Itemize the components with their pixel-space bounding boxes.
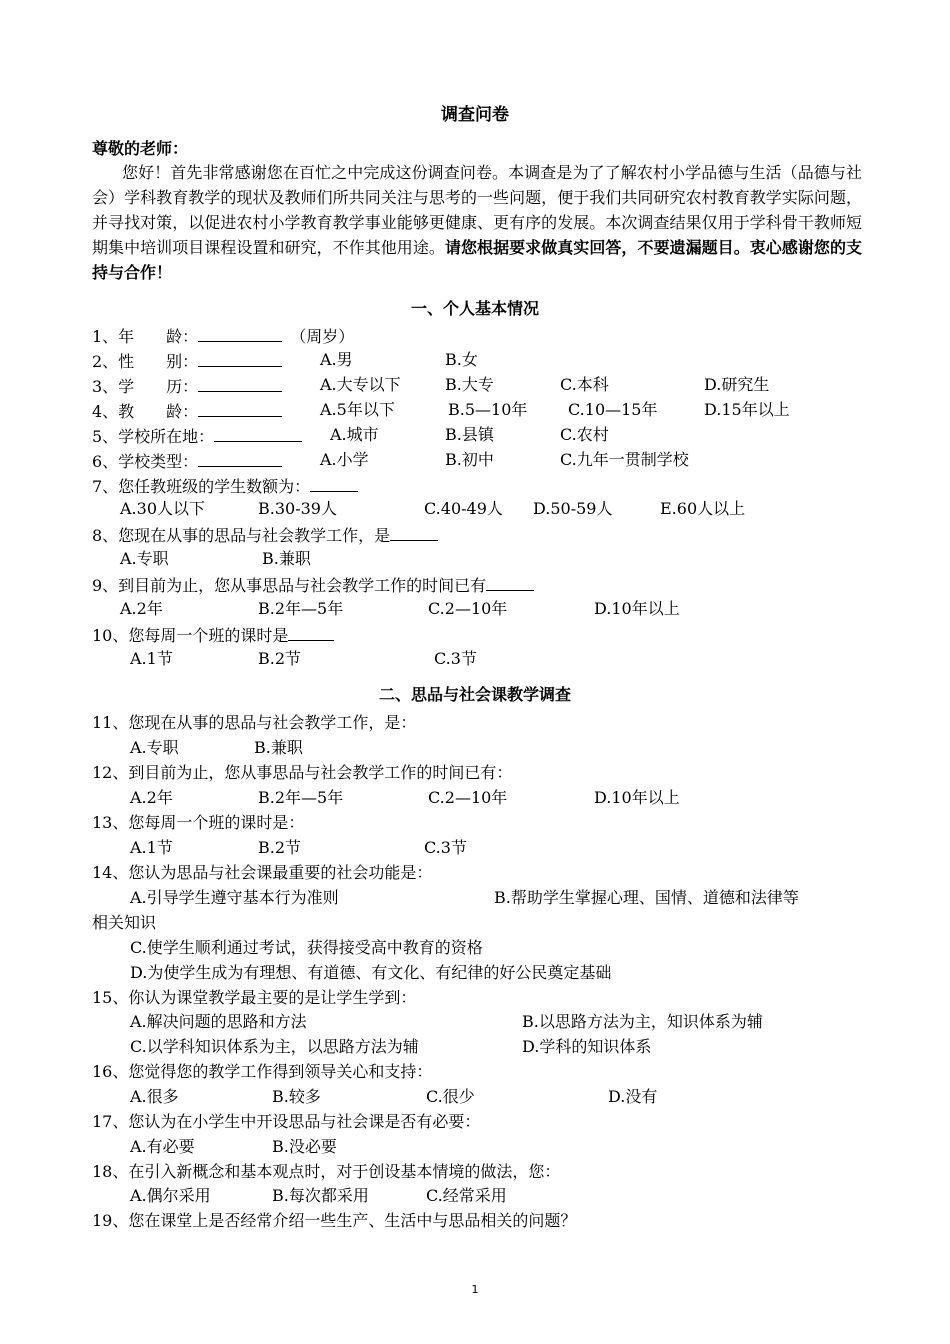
question-18-option-b[interactable]: B.每次都采用 [272, 1186, 369, 1205]
section-1-heading: 一、个人基本情况 [410, 299, 539, 318]
question-10-option-b[interactable]: B.2节 [258, 649, 302, 668]
question-15-option-b[interactable]: B.以思路方法为主，知识体系为辅 [522, 1012, 763, 1031]
question-12-label: 12、到目前为止，您从事思品与社会教学工作的时间已有： [92, 763, 513, 782]
question-11-option-b[interactable]: B.兼职 [254, 738, 303, 757]
question-18-label: 18、在引入新概念和基本观点时，对于创设基本情境的做法，您： [92, 1162, 561, 1181]
question-6 [92, 450, 282, 472]
question-6-option-a[interactable]: A.小学 [320, 450, 369, 469]
question-14-option-b-continued: 相关知识 [92, 913, 157, 932]
question-15-label: 15、你认为课堂教学最主要的是让学生学到： [92, 988, 417, 1007]
question-3-label: 3、学 历： [92, 377, 199, 396]
question-15-option-a[interactable]: A.解决问题的思路和方法 [130, 1012, 307, 1031]
question-10 [92, 624, 334, 646]
question-9-option-a[interactable]: A.2年 [120, 599, 163, 618]
question-7-option-c[interactable]: C.40-49人 [424, 499, 503, 518]
question-8-label: 8、您现在从事的思品与社会教学工作，是 [92, 526, 391, 545]
question-5-label: 5、学校所在地： [92, 427, 215, 446]
question-10-label: 10、您每周一个班的课时是 [92, 626, 289, 645]
question-13-option-b[interactable]: B.2节 [258, 838, 302, 857]
intro-text: 您好！首先非常感谢您在百忙之中完成这份调查问卷。本调查是为了了解农村小学品德与生活（品德与社会）学科教育教学的现状及教师们所共同关注与思考的一些问题，便于我们共同研究农村教育教学实际问题，并寻找对策，以促进农村小学教育教学事业能够更健康、更有序的发展。本次调查结果仅用于学科骨干教师短期集中培训项目课程设置和研究，不作其他用途。 [92, 163, 862, 257]
question-4-option-d[interactable]: D.15年以上 [704, 400, 790, 419]
question-3-blank[interactable] [198, 375, 282, 392]
question-5 [92, 425, 302, 447]
question-16-option-c[interactable]: C.很少 [426, 1087, 475, 1106]
question-4-option-b[interactable]: B.5—10年 [448, 400, 528, 419]
question-15-option-d[interactable]: D.学科的知识体系 [522, 1037, 652, 1056]
question-7 [92, 475, 358, 497]
question-4-blank[interactable] [198, 400, 282, 417]
question-4-option-a[interactable]: A.5年以下 [320, 400, 395, 419]
question-16-option-d[interactable]: D.没有 [608, 1087, 658, 1106]
question-9-option-c[interactable]: C.2—10年 [428, 599, 508, 618]
question-5-option-a[interactable]: A.城市 [330, 425, 379, 444]
section-2-heading: 二、思品与社会课教学调查 [378, 685, 571, 704]
question-6-option-b[interactable]: B.初中 [445, 450, 494, 469]
question-13-option-c[interactable]: C.3节 [424, 838, 467, 857]
question-6-blank[interactable] [198, 450, 282, 467]
question-13-option-a[interactable]: A.1节 [130, 838, 173, 857]
question-14-option-c[interactable]: C.使学生顺利通过考试，获得接受高中教育的资格 [130, 938, 483, 957]
question-16-option-a[interactable]: A.很多 [130, 1087, 179, 1106]
question-17-label: 17、您认为在小学生中开设思品与社会课是否有必要： [92, 1112, 481, 1131]
question-2-label: 2、性 别： [92, 352, 199, 371]
question-9 [92, 574, 534, 596]
question-3-option-b[interactable]: B.大专 [445, 375, 494, 394]
question-7-label: 7、您任教班级的学生数额为： [92, 477, 311, 496]
question-3-option-a[interactable]: A.大专以下 [320, 375, 401, 394]
question-1-blank[interactable] [198, 325, 282, 342]
question-11-option-a[interactable]: A.专职 [130, 738, 179, 757]
question-18-option-a[interactable]: A.偶尔采用 [130, 1186, 211, 1205]
question-6-option-c[interactable]: C.九年一贯制学校 [560, 450, 689, 469]
question-5-option-c[interactable]: C.农村 [560, 425, 609, 444]
question-8-option-a[interactable]: A.专职 [120, 549, 169, 568]
question-3-option-c[interactable]: C.本科 [560, 375, 609, 394]
question-17-option-b[interactable]: B.没必要 [272, 1137, 337, 1156]
question-12-option-c[interactable]: C.2—10年 [428, 788, 508, 807]
question-1 [92, 325, 354, 347]
question-8-blank[interactable] [390, 524, 438, 541]
intro-paragraph [92, 160, 862, 285]
question-4-option-c[interactable]: C.10—15年 [568, 400, 658, 419]
greeting: 尊敬的老师： [92, 139, 189, 158]
question-16-option-b[interactable]: B.较多 [272, 1087, 321, 1106]
question-7-option-a[interactable]: A.30人以下 [120, 499, 206, 518]
question-2-option-a[interactable]: A.男 [320, 350, 353, 369]
question-10-blank[interactable] [288, 624, 334, 641]
question-1-suffix: （周岁） [290, 327, 355, 346]
question-5-option-b[interactable]: B.县镇 [445, 425, 494, 444]
question-14-label: 14、您认为思品与社会课最重要的社会功能是： [92, 863, 433, 882]
question-7-option-d[interactable]: D.50-59人 [533, 499, 613, 518]
question-12-option-b[interactable]: B.2年—5年 [258, 788, 344, 807]
question-3 [92, 375, 282, 397]
question-10-option-a[interactable]: A.1节 [130, 649, 173, 668]
question-2 [92, 350, 282, 372]
question-17-option-a[interactable]: A.有必要 [130, 1137, 195, 1156]
question-10-option-c[interactable]: C.3节 [434, 649, 477, 668]
intro-bold-text: 请您根据要求做真实回答，不要遗漏题目。衷心感谢您的支持与合作！ [92, 238, 862, 282]
question-7-option-e[interactable]: E.60人以上 [660, 499, 746, 518]
question-7-option-b[interactable]: B.30-39人 [258, 499, 337, 518]
question-6-label: 6、学校类型： [92, 452, 199, 471]
question-18-option-c[interactable]: C.经常采用 [426, 1186, 507, 1205]
question-2-option-b[interactable]: B.女 [445, 350, 478, 369]
page-number: 1 [471, 1283, 479, 1296]
question-4-label: 4、教 龄： [92, 402, 199, 421]
question-1-label: 1、年 龄： [92, 327, 199, 346]
question-9-option-b[interactable]: B.2年—5年 [258, 599, 344, 618]
question-15-option-c[interactable]: C.以学科知识体系为主，以思路方法为辅 [130, 1037, 419, 1056]
question-13-label: 13、您每周一个班的课时是： [92, 813, 305, 832]
question-16-label: 16、您觉得您的教学工作得到领导关心和支持： [92, 1062, 433, 1081]
question-9-option-d[interactable]: D.10年以上 [594, 599, 680, 618]
question-8-option-b[interactable]: B.兼职 [262, 549, 311, 568]
question-14-option-a[interactable]: A.引导学生遵守基本行为准则 [130, 888, 339, 907]
question-14-option-b[interactable]: B.帮助学生掌握心理、国情、道德和法律等 [494, 888, 799, 907]
question-12-option-a[interactable]: A.2年 [130, 788, 173, 807]
question-19-label: 19、您在课堂上是否经常介绍一些生产、生活中与思品相关的问题？ [92, 1211, 577, 1230]
question-11-label: 11、您现在从事的思品与社会教学工作，是： [92, 713, 417, 732]
question-3-option-d[interactable]: D.研究生 [704, 375, 770, 394]
question-4 [92, 400, 282, 422]
question-7-blank[interactable] [310, 475, 358, 492]
question-9-blank[interactable] [486, 574, 534, 591]
question-14-option-d[interactable]: D.为使学生成为有理想、有道德、有文化、有纪律的好公民奠定基础 [130, 963, 612, 982]
question-12-option-d[interactable]: D.10年以上 [594, 788, 680, 807]
question-9-label: 9、到目前为止，您从事思品与社会教学工作的时间已有 [92, 576, 487, 595]
question-8 [92, 524, 438, 546]
page-title: 调查问卷 [441, 105, 509, 125]
question-5-blank[interactable] [214, 425, 302, 442]
question-2-blank[interactable] [198, 350, 282, 367]
